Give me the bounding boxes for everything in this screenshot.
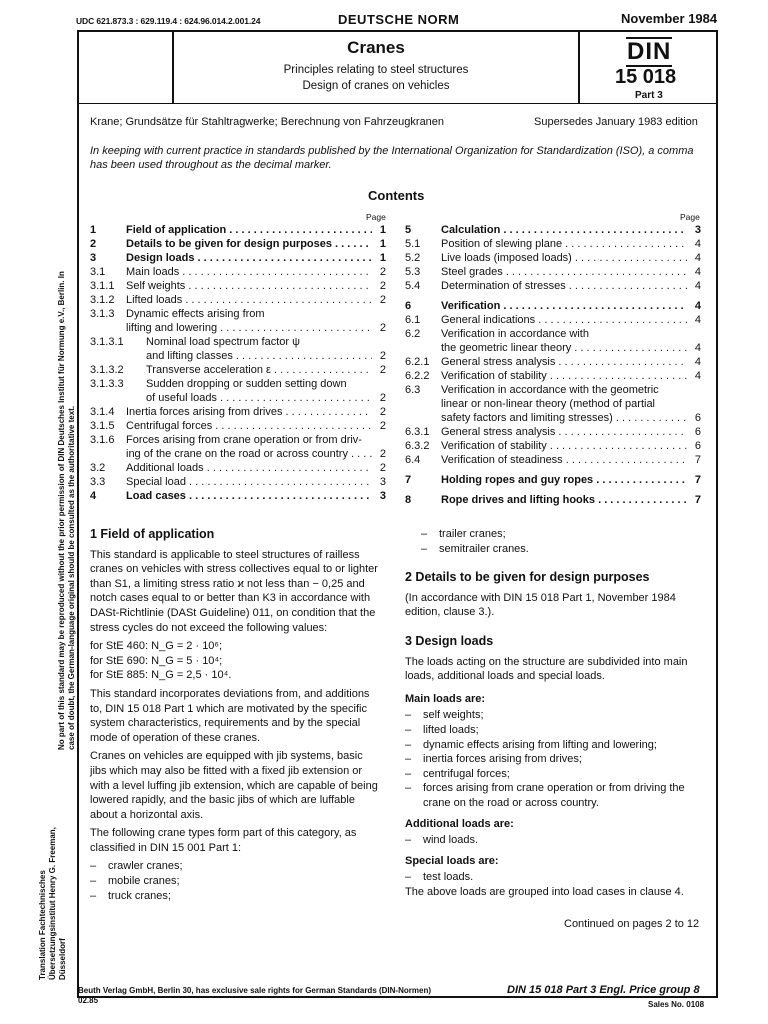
toc-entry-page: 4 — [694, 314, 701, 326]
toc-entry-number: 6.2.2 — [405, 370, 430, 382]
toc-entry[interactable] — [90, 279, 386, 293]
toc-entry[interactable] — [90, 251, 386, 265]
toc-entry[interactable] — [90, 419, 386, 433]
toc-entry-page: 7 — [694, 454, 701, 466]
toc-entry-page — [372, 335, 386, 349]
toc-entry-label: Lifted loads . . . — [126, 293, 372, 307]
toc-entry-number — [405, 341, 441, 355]
toc-entry-number — [90, 447, 126, 461]
toc-entry-page: 2 — [379, 266, 386, 278]
toc-entry[interactable] — [405, 473, 701, 487]
toc-entry-number — [405, 411, 441, 425]
german-title: Krane; Grundsätze für Stahltragwerke; Berechnung von Fahrzeugkranen — [90, 116, 445, 128]
toc-entry-page: 7 — [694, 494, 701, 506]
toc-entry-page — [687, 383, 701, 397]
toc-entry-page — [372, 307, 386, 321]
toc-entry-label: Self weights . . . — [126, 279, 372, 293]
section-1-para-2: This standard incorporates deviations from, and additions to, DIN 15 018 Part 1 which are motivated by the specific system characteristics, requirements and by the special mode of operation of these cranes. — [90, 687, 370, 744]
document-subtitle-1: Principles relating to steel structures — [283, 64, 469, 76]
toc-entry-page: 4 — [694, 252, 701, 264]
list-item: – truck cranes; — [90, 889, 171, 902]
toc-entry-page — [687, 327, 701, 341]
toc-entry-number: 3.1.2 — [90, 294, 115, 306]
toc-entry-number: 7 — [405, 474, 412, 486]
toc-entry-number: 6.3.2 — [405, 440, 430, 452]
toc-entry-label: Rope drives and lifting hooks . . . — [441, 493, 687, 507]
toc-entry-label: Verification . . . — [441, 299, 687, 313]
document-subtitle-2: Design of cranes on vehicles — [302, 80, 450, 92]
section-2-heading: 2 Details to be given for design purposes — [405, 570, 650, 585]
toc-entry-page: 2 — [379, 322, 386, 334]
list-item: – forces arising from crane operation or from driving the crane on the road or across country. — [405, 782, 685, 809]
publisher-note: Beuth Verlag GmbH, Berlin 30, has exclusive sale rights for German Standards (DIN-Normen) — [78, 986, 431, 995]
toc-entry-label: Details to be given for design purposes . . . — [126, 237, 372, 251]
toc-entry[interactable] — [90, 223, 386, 237]
toc-entry-label: General indications . . . — [441, 313, 687, 327]
toc-entry-page: 2 — [379, 420, 386, 432]
toc-entry[interactable] — [405, 397, 701, 411]
main-loads-label: Main loads are: — [405, 692, 486, 705]
section-1 — [90, 527, 380, 903]
toc-entry-page: 2 — [379, 448, 386, 460]
toc-entry-number: 3.1.3.1 — [90, 336, 124, 348]
toc-entry[interactable] — [90, 391, 386, 405]
toc-entry-number: 6.4 — [405, 454, 421, 466]
toc-entry[interactable] — [405, 383, 701, 397]
toc-entry-label: Forces arising from crane operation or from driv- — [126, 434, 362, 446]
continued-note: Continued on pages 2 to 12 — [564, 918, 700, 930]
toc-entry-page: 1 — [379, 224, 386, 236]
toc-entry[interactable] — [405, 279, 701, 293]
toc-entry-page: 2 — [379, 350, 386, 362]
toc-entry-label: Determination of stresses . . . — [441, 279, 687, 293]
toc-entry-page — [372, 377, 386, 391]
toc-entry-number: 3.3 — [90, 476, 106, 488]
list-item: – centrifugal forces; — [405, 767, 510, 780]
value-ste885: for StE 885: N_G = 2,5 · 10⁴. — [90, 669, 232, 682]
toc-entry-page: 1 — [379, 238, 386, 250]
toc-entry-number: 3.1.5 — [90, 420, 115, 432]
toc-entry-number: 6.1 — [405, 314, 421, 326]
list-item: – semitrailer cranes. — [421, 542, 529, 555]
din-part: Part 3 — [635, 90, 663, 101]
toc-entry[interactable] — [90, 475, 386, 489]
toc-entry-label: General stress analysis . . . — [441, 355, 687, 369]
toc-entry-label: Field of application . . . — [126, 223, 372, 237]
section-3-heading: 3 Design loads — [405, 633, 494, 648]
toc-entry-page: 4 — [694, 356, 701, 368]
toc-entry-number: 4 — [90, 490, 97, 502]
toc-entry[interactable] — [90, 405, 386, 419]
toc-entry-label: linear or non-linear theory (method of partial — [441, 398, 656, 410]
toc-entry[interactable] — [90, 363, 386, 377]
toc-entry-label: ing of the crane on the road or across country . . . — [126, 447, 372, 461]
toc-entry-label: Position of slewing plane . . . — [441, 237, 687, 251]
toc-entry-page: 4 — [694, 238, 701, 250]
toc-entry[interactable] — [405, 493, 701, 507]
toc-entry[interactable] — [90, 377, 386, 391]
toc-entry-page: 3 — [379, 476, 386, 488]
additional-loads-label: Additional loads are: — [405, 817, 514, 830]
toc-entry-page: 4 — [694, 342, 701, 354]
list-item: – mobile cranes; — [90, 875, 180, 888]
toc-entry[interactable] — [405, 223, 701, 237]
toc-entry[interactable] — [405, 299, 701, 313]
toc-entry-page: 4 — [694, 280, 701, 292]
din-logo: DIN — [627, 38, 672, 65]
toc-entry[interactable] — [90, 321, 386, 335]
toc-entry-label: Verification in accordance with the geometric — [441, 384, 659, 396]
special-loads-label: Special loads are: — [405, 854, 499, 867]
toc-left-column — [90, 223, 386, 503]
toc-entry-label: the geometric linear theory . . . — [441, 341, 687, 355]
udc-code: UDC 621.873.3 : 629.119.4 : 624.96.014.2.001.24 — [76, 16, 261, 26]
toc-entry[interactable] — [405, 341, 701, 355]
section-2-text: (In accordance with DIN 15 018 Part 1, November 1984 edition, clause 3.). — [405, 591, 676, 619]
section-1-heading: 1 Field of application — [90, 527, 215, 541]
contents-title: Contents — [368, 188, 425, 203]
toc-entry-label: Additional loads . . . — [126, 461, 372, 475]
toc-entry-number: 6.3 — [405, 384, 421, 396]
toc-entry[interactable] — [405, 369, 701, 383]
section-3-text: The loads acting on the structure are subdivided into main loads, additional loads and special loads. — [405, 655, 688, 683]
toc-entry-number: 3 — [90, 252, 97, 264]
toc-entry[interactable] — [405, 327, 701, 341]
toc-entry-number: 6.2 — [405, 328, 421, 340]
list-item: – wind loads. — [405, 834, 479, 847]
toc-entry[interactable] — [405, 411, 701, 425]
toc-entry-label: Transverse acceleration ε . . . — [146, 363, 372, 377]
header-divider-right — [578, 32, 580, 104]
list-item: – inertia forces arising from drives; — [405, 753, 582, 766]
toc-entry-label: Holding ropes and guy ropes . . . — [441, 473, 687, 487]
toc-entry-number: 3.1.3.2 — [90, 364, 124, 376]
value-ste690: for StE 690: N_G = 5 · 10⁴; — [90, 654, 223, 667]
footer-din-reference: DIN 15 018 Part 3 Engl. Price group 8 — [507, 984, 700, 996]
toc-entry-number: 3.1.3.3 — [90, 378, 124, 390]
toc-entry-number: 8 — [405, 494, 412, 506]
toc-entry-page: 4 — [694, 266, 701, 278]
toc-entry-number — [405, 397, 441, 411]
toc-entry[interactable] — [405, 313, 701, 327]
toc-entry-number: 3.1.1 — [90, 280, 115, 292]
list-item: – dynamic effects arising from lifting and lowering; — [405, 738, 657, 751]
toc-entry-label: Main loads . . . — [126, 265, 372, 279]
toc-entry-number — [90, 391, 146, 405]
toc-entry-page: 7 — [694, 474, 701, 486]
toc-entry-number: 3.2 — [90, 462, 106, 474]
toc-entry-number: 5.3 — [405, 266, 421, 278]
toc-entry-label: Live loads (imposed loads) . . . — [441, 251, 687, 265]
toc-entry-label: Verification of steadiness . . . — [441, 453, 687, 467]
toc-entry-label: Verification in accordance with — [441, 328, 589, 340]
toc-entry-label: and lifting classes . . . — [146, 349, 372, 363]
translation-side-note: Translation Fachtechnisches Übersetzungsinstitut Henry G. Freeman, Düsseldorf — [38, 827, 67, 980]
toc-entry[interactable] — [405, 355, 701, 369]
toc-entry-label: Load cases . . . — [126, 489, 372, 503]
issue-date: November 1984 — [621, 11, 718, 26]
toc-entry[interactable] — [405, 237, 701, 251]
toc-entry-number: 1 — [90, 224, 97, 236]
toc-entry[interactable] — [90, 447, 386, 461]
deutsche-norm-label: DEUTSCHE NORM — [338, 12, 460, 27]
toc-entry[interactable] — [90, 349, 386, 363]
sales-number: Sales No. 0108 — [648, 1000, 705, 1009]
toc-entry-page: 2 — [379, 406, 386, 418]
toc-page-header-left: Page — [366, 212, 386, 222]
toc-entry-label: Steel grades . . . — [441, 265, 687, 279]
list-item: – test loads. — [405, 871, 474, 884]
date-code: 02.85 — [78, 996, 99, 1005]
toc-entry-number — [90, 349, 146, 363]
toc-entry-page: 4 — [694, 370, 701, 382]
toc-entry-page: 1 — [379, 252, 386, 264]
toc-entry[interactable] — [405, 453, 701, 467]
toc-entry-number — [90, 321, 126, 335]
toc-entry[interactable] — [90, 265, 386, 279]
toc-entry[interactable] — [90, 489, 386, 503]
toc-entry-number: 5 — [405, 224, 412, 236]
document-title: Cranes — [347, 38, 405, 57]
toc-entry-number: 5.2 — [405, 252, 421, 264]
toc-entry-page: 2 — [379, 280, 386, 292]
toc-entry-page: 4 — [694, 300, 701, 312]
toc-entry[interactable] — [90, 433, 386, 447]
list-item: – crawler cranes; — [90, 860, 183, 873]
toc-entry-label: Inertia forces arising from drives . . . — [126, 405, 372, 419]
toc-entry-page: 6 — [694, 412, 701, 424]
toc-entry-number: 3.1.3 — [90, 308, 115, 320]
toc-entry-label: Centrifugal forces . . . — [126, 419, 372, 433]
toc-entry-page — [372, 433, 386, 447]
load-cases-note: The above loads are grouped into load cases in clause 4. — [405, 885, 684, 898]
toc-entry-page: 2 — [379, 294, 386, 306]
toc-entry[interactable] — [90, 461, 386, 475]
toc-entry-page: 2 — [379, 364, 386, 376]
section-1-para-3: Cranes on vehicles are equipped with jib systems, basic jibs which may also be fitted with a fixed jib extension or with a level luffing jib extension, which are capable of being lowered rapidly, and the basic jibs of which are luffable about a horizontal axis. — [90, 750, 378, 821]
section-1-para-1: This standard is applicable to steel structures of railless cranes on vehicles with stress collectives equal to or lighter than S1, a limiting stress ratio ϰ not less than − 0,25 and notch cases equal to or better than K3 in accordance with DASt-Richtlinie (DASt Guideline) 011, on condition that the stress cycles do not exceed the following values: — [90, 548, 378, 634]
toc-entry[interactable] — [90, 293, 386, 307]
toc-entry[interactable] — [405, 425, 701, 439]
supersedes-note: Supersedes January 1983 edition — [534, 116, 698, 128]
toc-entry-page: 3 — [694, 224, 701, 236]
toc-entry-label: Special load . . . — [126, 475, 372, 489]
value-ste460: for StE 460: N_G = 2 · 10⁶; — [90, 640, 223, 653]
toc-page-header-right: Page — [680, 212, 700, 222]
toc-entry[interactable] — [90, 237, 386, 251]
toc-entry-label: Sudden dropping or sudden setting down — [146, 378, 347, 390]
toc-entry-label: of useful loads . . . — [146, 391, 372, 405]
toc-entry-label: Design loads . . . — [126, 251, 372, 265]
toc-entry-number: 2 — [90, 238, 97, 250]
list-item: – self weights; — [405, 709, 484, 722]
toc-entry-number: 3.1.4 — [90, 406, 115, 418]
list-item: – lifted loads; — [405, 723, 479, 736]
toc-entry[interactable] — [405, 251, 701, 265]
right-body-column — [405, 527, 705, 903]
toc-entry-label: Verification of stability . . . — [441, 369, 687, 383]
toc-entry-label: Verification of stability . . . — [441, 439, 687, 453]
toc-entry-page: 3 — [379, 490, 386, 502]
list-item: – trailer cranes; — [421, 528, 506, 540]
toc-entry-number: 6.2.1 — [405, 356, 430, 368]
iso-note: In keeping with current practice in standards published by the International Organization for Standardization (ISO), a comma has been used throughout as the decimal marker. — [90, 145, 694, 171]
toc-entry-label: Dynamic effects arising from — [126, 308, 265, 320]
toc-entry-page — [687, 397, 701, 411]
toc-entry-number: 3.1.6 — [90, 434, 115, 446]
toc-entry-number: 3.1 — [90, 266, 106, 278]
toc-entry-label: lifting and lowering . . . — [126, 321, 372, 335]
din-number: 15 018 — [615, 66, 677, 88]
copyright-side-note: No part of this standard may be reproduced without the prior permission of DIN Deutsches Institut für Normung e.V., Berlin. In case of doubt, the German-language original should be consulted as the authoritative text. — [57, 271, 76, 750]
toc-entry[interactable] — [90, 307, 386, 321]
toc-right-column — [405, 223, 701, 507]
toc-entry-label: Calculation . . . — [441, 223, 687, 237]
toc-entry-label: safety factors and limiting stresses) . . . — [441, 411, 687, 425]
toc-entry-number: 5.1 — [405, 238, 421, 250]
toc-entry-page: 2 — [379, 392, 386, 404]
toc-entry[interactable] — [405, 439, 701, 453]
toc-entry[interactable] — [405, 265, 701, 279]
toc-entry-page: 6 — [694, 440, 701, 452]
toc-entry[interactable] — [90, 335, 386, 349]
toc-entry-number: 5.4 — [405, 280, 421, 292]
toc-entry-label: General stress analysis . . . — [441, 425, 687, 439]
toc-entry-label: Nominal load spectrum factor ψ — [146, 336, 300, 348]
toc-entry-number: 6.3.1 — [405, 426, 430, 438]
toc-entry-page: 6 — [694, 426, 701, 438]
toc-entry-number: 6 — [405, 300, 412, 312]
section-1-para-4: The following crane types form part of this category, as classified in DIN 15 001 Part 1: — [90, 827, 357, 854]
toc-entry-page: 2 — [379, 462, 386, 474]
